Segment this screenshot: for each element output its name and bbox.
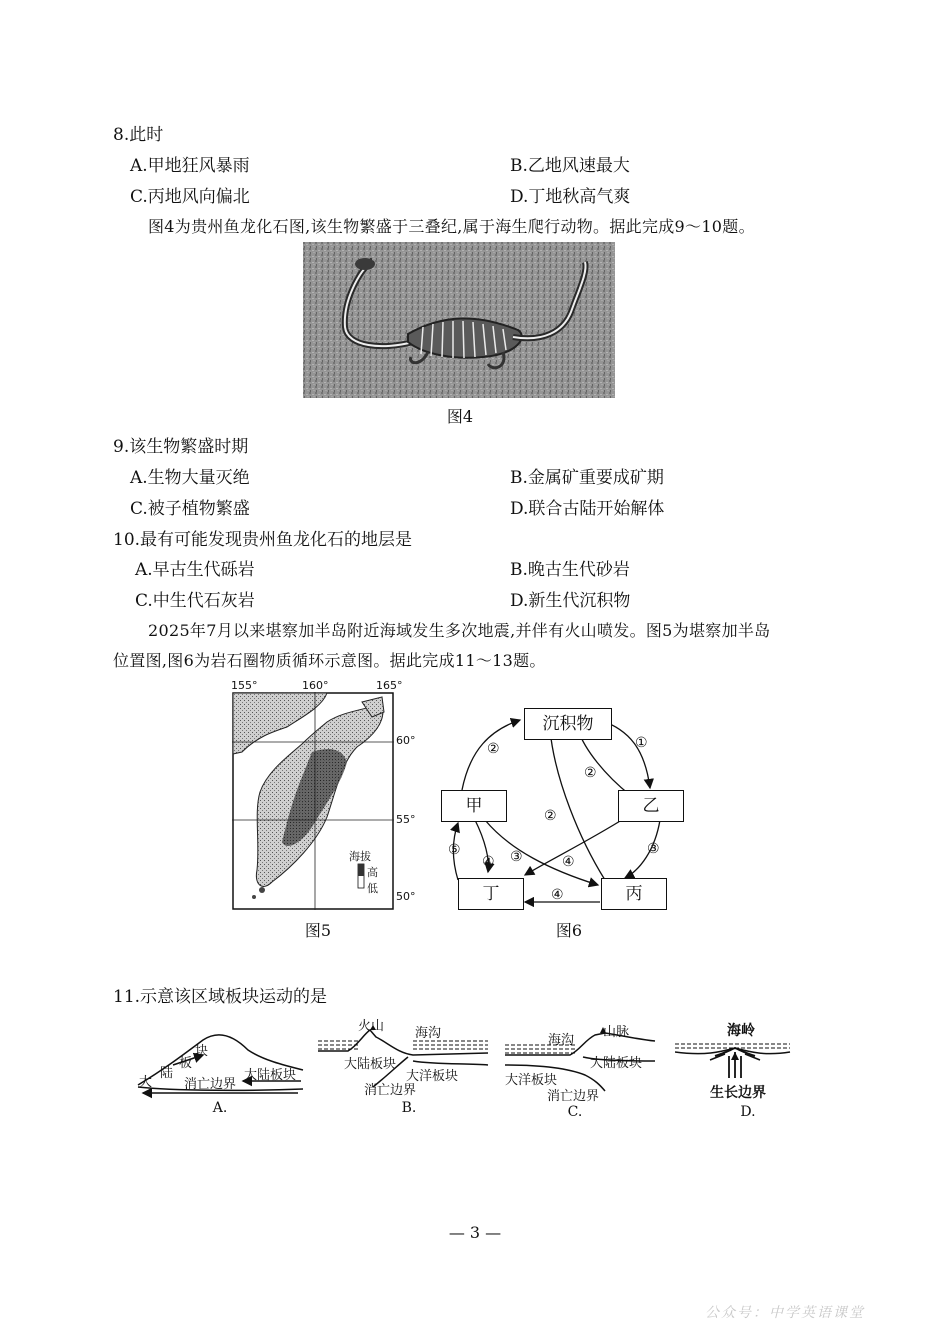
fossil-photo (303, 242, 615, 398)
q11b-text-1: 火山 (358, 1019, 385, 1034)
map-lat-55: 55° (396, 813, 416, 826)
q11a-text-1: 大 (139, 1075, 153, 1090)
arrow-label-4c: ④ (551, 887, 564, 903)
q11a-text-2: 陆 (160, 1066, 174, 1081)
arrow-label-2a: ② (487, 741, 500, 757)
q11c-text-1: 海沟 (548, 1033, 575, 1048)
fig4-caption: 图4 (446, 407, 474, 426)
legend-low: 低 (367, 882, 378, 895)
intro-fig5-line1: 2025年7月以来堪察加半岛附近海域发生多次地震,并伴有火山喷发。图5为堪察加半岛 (148, 621, 771, 640)
q11-option-a: A. (212, 1100, 228, 1116)
q10-option-c: C.中生代石灰岩 (135, 591, 255, 611)
q8-stem: 8.此时 (113, 125, 164, 145)
q9-option-c: C.被子植物繁盛 (130, 499, 250, 519)
map-lat-60: 60° (396, 734, 416, 747)
q10-option-a: A.早古生代砾岩 (135, 560, 255, 580)
fig5-caption: 图5 (304, 921, 332, 940)
q8-option-d: D.丁地秋高气爽 (510, 187, 631, 207)
q8-option-c: C.丙地风向偏北 (130, 187, 250, 207)
q11b-text-5: 消亡边界 (364, 1083, 417, 1098)
map-lat-50: 50° (396, 890, 416, 903)
q11-option-c: C. (567, 1104, 583, 1120)
legend-high: 高 (367, 866, 378, 879)
q11b-text-3: 大陆板块 (344, 1057, 397, 1072)
q9-option-a: A.生物大量灭绝 (130, 468, 250, 488)
arrow-label-2c: ② (544, 808, 557, 824)
arrow-label-4b: ④ (562, 854, 575, 870)
node-jia: 甲 (441, 790, 507, 822)
q9-option-b: B.金属矿重要成矿期 (510, 468, 664, 488)
map-lon-160: 160° (302, 679, 329, 692)
arrow-label-3a: ③ (510, 849, 523, 865)
intro-fig5-line2: 位置图,图6为岩石圈物质循环示意图。据此完成11～13题。 (113, 651, 546, 670)
q11b-text-4: 大洋板块 (406, 1069, 459, 1084)
arrow-label-5: ⑤ (448, 842, 461, 858)
watermark: 公众号：中学英语课堂 (705, 1305, 865, 1321)
q11c-text-4: 大洋板块 (505, 1073, 558, 1088)
q9-option-d: D.联合古陆开始解体 (510, 499, 665, 519)
q11b-text-2: 海沟 (415, 1026, 442, 1041)
page-number: — 3 — (448, 1223, 502, 1242)
q11a-text-4: 块 (195, 1044, 209, 1059)
q9-stem: 9.该生物繁盛时期 (113, 437, 249, 457)
q11-option-d: D. (740, 1104, 756, 1120)
legend-title: 海拔 (349, 850, 371, 863)
q11-option-b: B. (401, 1100, 417, 1116)
intro-fig4: 图4为贵州鱼龙化石图,该生物繁盛于三叠纪,属于海生爬行动物。据此完成9～10题。 (148, 217, 755, 236)
arrow-label-4a: ④ (482, 854, 495, 870)
q11-diagram-d (675, 1038, 795, 1088)
arrow-label-1: ① (635, 735, 648, 751)
q8-option-b: B.乙地风速最大 (510, 156, 630, 176)
q10-stem: 10.最有可能发现贵州鱼龙化石的地层是 (113, 530, 413, 550)
q11c-text-3: 大陆板块 (590, 1056, 643, 1071)
arrow-label-3b: ③ (647, 841, 660, 857)
q11a-text-6: 大陆板块 (244, 1068, 297, 1083)
map-lon-155: 155° (231, 679, 258, 692)
q10-option-b: B.晚古生代砂岩 (510, 560, 630, 580)
q11c-text-5: 消亡边界 (547, 1089, 600, 1104)
node-sediment: 沉积物 (524, 708, 612, 740)
q11d-text-2: 生长边界 (710, 1085, 766, 1101)
q8-option-a: A.甲地狂风暴雨 (130, 156, 250, 176)
q11a-text-5: 消亡边界 (184, 1077, 237, 1092)
q11c-text-2: 山脉 (603, 1025, 630, 1040)
fig6-caption: 图6 (555, 921, 583, 940)
arrow-label-2b: ② (584, 765, 597, 781)
node-yi: 乙 (618, 790, 684, 822)
node-ding: 丁 (458, 878, 524, 910)
q11d-text-1: 海岭 (727, 1023, 755, 1039)
node-bing: 丙 (601, 878, 667, 910)
q11-stem: 11.示意该区域板块运动的是 (113, 987, 328, 1007)
map-lon-165: 165° (376, 679, 403, 692)
q10-option-d: D.新生代沉积物 (510, 591, 631, 611)
q11a-text-3: 板 (179, 1056, 193, 1071)
